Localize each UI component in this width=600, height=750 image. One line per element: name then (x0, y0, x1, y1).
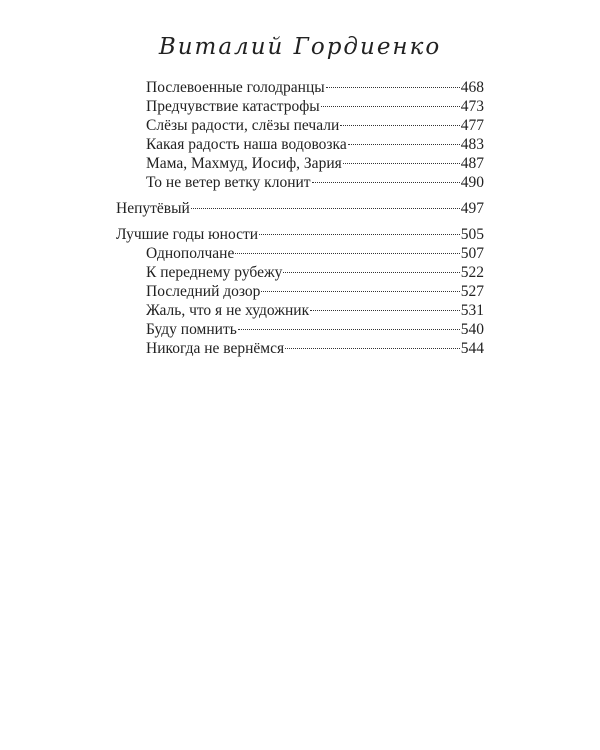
toc-entry-page: 473 (460, 98, 484, 115)
toc-entry-page: 497 (460, 200, 484, 217)
toc-entry-page: 490 (460, 174, 484, 191)
toc-entry-standalone (116, 199, 484, 218)
toc-entry-title: Последний дозор (146, 283, 261, 300)
toc-entry-title: Мама, Махмуд, Иосиф, Зария (146, 155, 342, 172)
toc-entry-page: 531 (460, 302, 484, 319)
toc-entry (146, 263, 484, 282)
toc-leader-dots (343, 163, 460, 164)
toc-entry (146, 154, 484, 173)
toc-entry-page: 544 (460, 340, 484, 357)
toc-entry-page: 522 (460, 264, 484, 281)
toc-leader-dots (321, 106, 460, 107)
toc-entry (146, 301, 484, 320)
toc-entry-page: 540 (460, 321, 484, 338)
toc-entry (146, 320, 484, 339)
toc-entry (146, 116, 484, 135)
toc-entry-title: Непутёвый (116, 200, 190, 217)
toc-entry (146, 97, 484, 116)
toc-entry-title: К переднему рубежу (146, 264, 283, 281)
toc-entry-title: Предчувствие катастрофы (146, 98, 320, 115)
toc-entry-title: Однополчане (146, 245, 235, 262)
toc-entry-page: 505 (460, 226, 484, 243)
toc-leader-dots (310, 310, 460, 311)
toc-entry-title: Буду помнить (146, 321, 237, 338)
toc-leader-dots (348, 144, 460, 145)
toc-entry-title: То не ветер ветку клонит (146, 174, 311, 191)
toc-entry (146, 135, 484, 154)
toc-leader-dots (340, 125, 459, 126)
toc-entry-title: Слёзы радости, слёзы печали (146, 117, 340, 134)
toc-entry (146, 282, 484, 301)
toc-leader-dots (235, 253, 459, 254)
toc-entry (146, 173, 484, 192)
toc-entry-title: Жаль, что я не художник (146, 302, 310, 319)
toc-leader-dots (238, 329, 460, 330)
toc-entry-title: Послевоенные голодранцы (146, 79, 325, 96)
page-header-author: Виталий Гордиенко (158, 34, 442, 60)
toc-entry-page: 483 (460, 136, 484, 153)
toc-leader-dots (191, 208, 460, 209)
toc-section-heading (116, 225, 484, 244)
toc-entry-title: Лучшие годы юности (116, 226, 259, 243)
toc-leader-dots (259, 234, 460, 235)
toc-entry-page: 477 (460, 117, 484, 134)
toc-leader-dots (326, 87, 460, 88)
toc-entry-title: Никогда не вернёмся (146, 340, 285, 357)
toc-entry-page: 507 (460, 245, 484, 262)
toc-entry (146, 244, 484, 263)
toc-entry-page: 487 (460, 155, 484, 172)
toc-entry (146, 339, 484, 358)
toc-entry-title: Какая радость наша водовозка (146, 136, 347, 153)
toc-leader-dots (312, 182, 460, 183)
toc-leader-dots (283, 272, 459, 273)
toc-leader-dots (285, 348, 460, 349)
toc-entry (146, 78, 484, 97)
toc-leader-dots (261, 291, 459, 292)
toc-entry-page: 468 (460, 79, 484, 96)
toc-entry-page: 527 (460, 283, 484, 300)
